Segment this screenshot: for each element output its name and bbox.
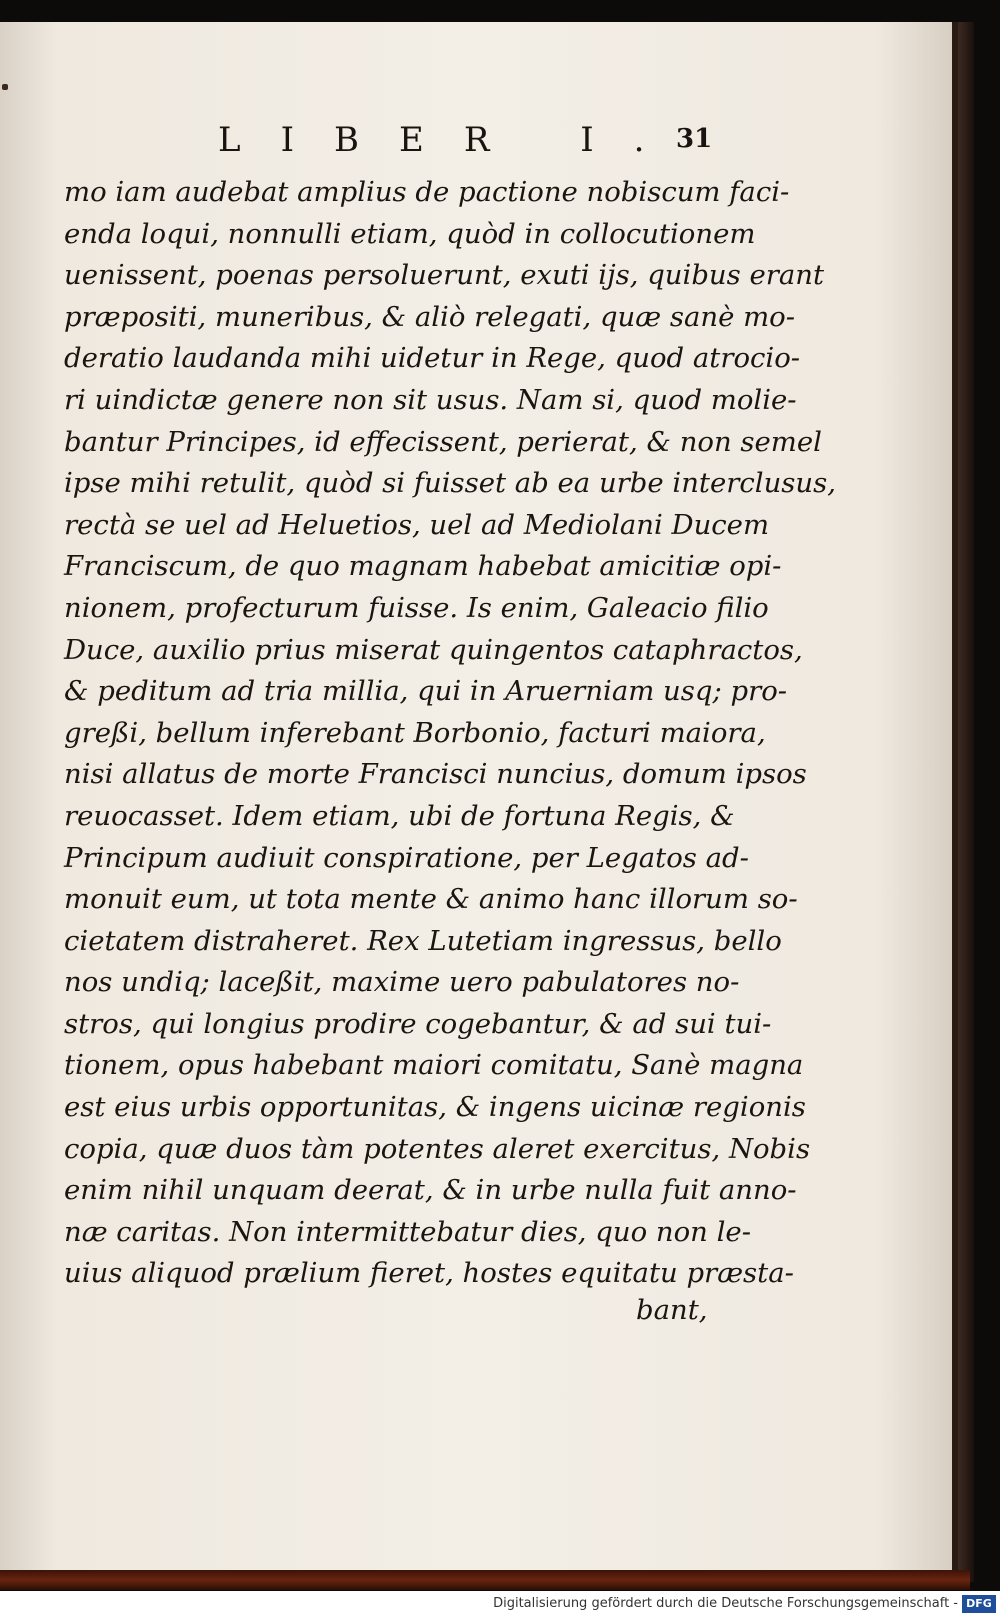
text-line: uius aliquod prælium fieret, hostes equitatu præsta- <box>64 1257 794 1290</box>
dfg-logo-icon: DFG <box>962 1595 996 1613</box>
text-line: præpositi, muneribus, & aliò relegati, quæ sanè mo- <box>64 300 796 333</box>
text-line: copia, quæ duos tàm potentes aleret exercitus, Nobis <box>64 1132 811 1165</box>
page-header <box>0 120 958 160</box>
text-line: tionem, opus habebant maiori comitatu, Sanè magna <box>64 1049 804 1082</box>
text-line: ri uindictæ genere non sit usus. Nam si, quod molie- <box>64 383 797 416</box>
text-line: rectà se uel ad Heluetios, uel ad Mediolani Ducem <box>64 508 770 541</box>
page-edge <box>958 22 974 1582</box>
running-head: LIBER I. <box>218 120 685 160</box>
text-line: enim nihil unquam deerat, & in urbe nulla fuit anno- <box>64 1174 797 1207</box>
catchword: bant, <box>636 1294 708 1326</box>
text-line: nisi allatus de morte Francisci nuncius, domum ipsos <box>64 758 807 791</box>
text-line: deratio laudanda mihi uidetur in Rege, quod atrocio- <box>64 342 801 375</box>
text-line: bantur Principes, id effecissent, perierat, & non semel <box>64 425 822 458</box>
book-cover-edge <box>0 1570 970 1590</box>
page-number: 31 <box>676 124 713 154</box>
text-line: Principum audiuit conspiratione, per Legatos ad- <box>64 841 749 874</box>
text-line: greßi, bellum inferebant Borbonio, facturi maiora, <box>64 716 766 749</box>
footer-bar <box>0 1591 1000 1619</box>
text-line: nos undiq; laceßit, maxime uero pabulatores no- <box>64 966 740 999</box>
text-line: uenissent, poenas persoluerunt, exuti ijs, quibus erant <box>64 259 825 292</box>
body-text <box>64 172 836 1295</box>
book-page <box>0 22 958 1577</box>
text-line: cietatem distraheret. Rex Lutetiam ingressus, bello <box>64 924 782 957</box>
text-line: ipse mihi retulit, quòd si fuisset ab ea urbe interclusus, <box>64 467 836 500</box>
text-line: stros, qui longius prodire cogebantur, & ad sui tui- <box>64 1007 772 1040</box>
text-line: næ caritas. Non intermittebatur dies, quo non le- <box>64 1215 751 1248</box>
text-line: enda loqui, nonnulli etiam, quòd in collocutionem <box>64 217 756 250</box>
text-line: mo iam audebat amplius de pactione nobiscum faci- <box>64 176 790 208</box>
funding-credit: Digitalisierung gefördert durch die Deutsche Forschungsgemeinschaft - <box>493 1596 958 1611</box>
text-line: monuit eum, ut tota mente & animo hanc illorum so- <box>64 883 798 916</box>
margin-mark <box>2 84 8 90</box>
text-line: nionem, profecturum fuisse. Is enim, Galeacio filio <box>64 591 769 624</box>
text-line: & peditum ad tria millia, qui in Aruerniam usq; pro- <box>64 675 788 708</box>
text-line: Franciscum, de quo magnam habebat amicitiæ opi- <box>64 550 782 583</box>
text-line: est eius urbis opportunitas, & ingens uicinæ regionis <box>64 1091 806 1124</box>
text-line: reuocasset. Idem etiam, ubi de fortuna Regis, & <box>64 799 735 832</box>
text-line: Duce, auxilio prius miserat quingentos cataphractos, <box>64 633 803 666</box>
